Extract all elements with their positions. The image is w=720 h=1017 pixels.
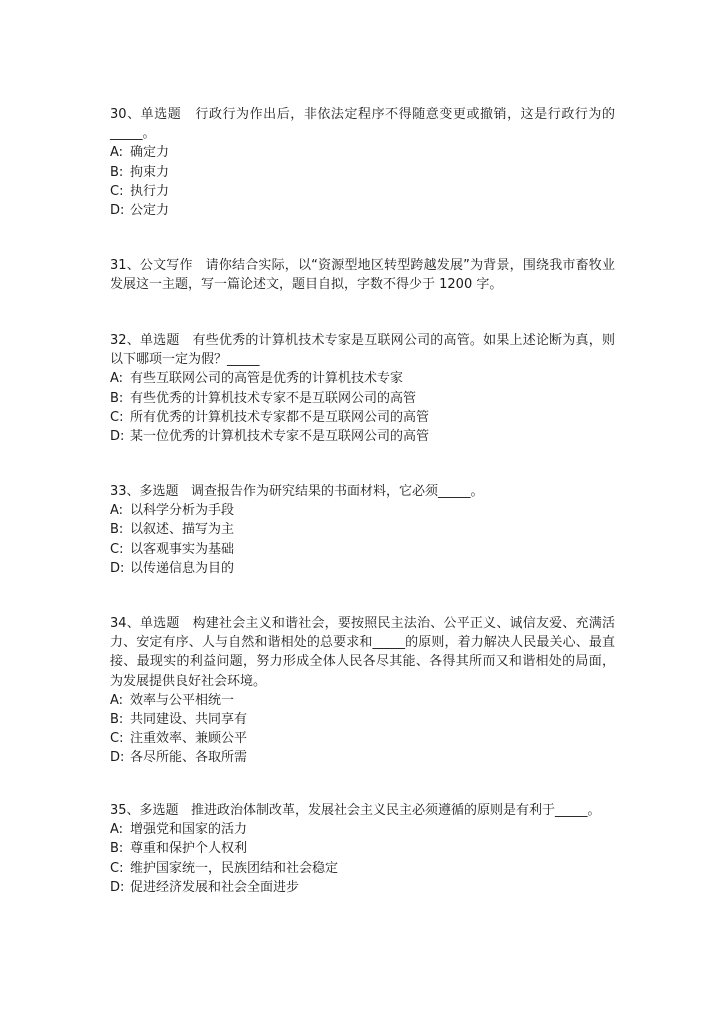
question-type: 单选题 <box>139 616 180 631</box>
question-stem <box>110 105 615 143</box>
option-b: B: 尊重和保护个人权利 <box>110 841 248 857</box>
question-stem <box>110 801 615 820</box>
question-number: 32、 <box>110 333 140 348</box>
question-stem <box>110 614 615 691</box>
option-d: D: 以传递信息为目的 <box>110 560 235 576</box>
options-list <box>110 369 615 446</box>
question-type: 多选题 <box>139 803 179 818</box>
question-type: 单选题 <box>139 333 180 348</box>
question-32 <box>110 331 615 446</box>
option-c: C: 执行力 <box>110 183 170 199</box>
question-number: 31、 <box>110 258 140 273</box>
question-stem <box>110 256 615 294</box>
option-a: A: 效率与公平相统一 <box>110 692 235 708</box>
question-number: 33、 <box>110 484 140 499</box>
option-b: B: 以叙述、描写为主 <box>110 522 235 538</box>
option-a: A: 以科学分析为手段 <box>110 503 235 519</box>
options-list <box>110 143 615 220</box>
option-b: B: 有些优秀的计算机技术专家不是互联网公司的高管 <box>110 390 417 406</box>
question-34 <box>110 614 615 768</box>
question-stem <box>110 331 615 369</box>
question-stem <box>110 482 615 501</box>
question-text: 调查报告作为研究结果的书面材料，它必须_____。 <box>190 484 484 499</box>
option-d: D: 某一位优秀的计算机技术专家不是互联网公司的高管 <box>110 429 430 445</box>
option-a: A: 增强党和国家的活力 <box>110 822 248 838</box>
question-number: 34、 <box>110 616 140 631</box>
question-33 <box>110 482 615 578</box>
question-text: 有些优秀的计算机技术专家是互联网公司的高管。如果上述论断为真，则以下哪项一定为假？_____ <box>110 333 615 368</box>
question-text: 推进政治体制改革，发展社会主义民主必须遵循的原则是有利于_____。 <box>190 803 601 818</box>
question-35 <box>110 801 615 897</box>
option-c: C: 所有优秀的计算机技术专家都不是互联网公司的高管 <box>110 409 430 425</box>
question-number: 30、 <box>110 107 141 122</box>
option-d: D: 各尽所能、各取所需 <box>110 750 248 766</box>
question-text: 构建社会主义和谐社会，要按照民主法治、公平正义、诚信友爱、充满活力、安定有序、人与自然和谐相处的总要求和_____的原则，着力解决人民最关心、最直接、最现实的利益问题，努力形成全体人民各尽其能、各得其所而又和谐相处的局面，为发展提供良好社会环境。 <box>110 616 615 689</box>
option-a: A: 确定力 <box>110 145 170 161</box>
option-d: D: 公定力 <box>110 203 170 219</box>
question-text: 请你结合实际，以“资源型地区转型跨越发展”为背景，围绕我市畜牧业发展这一主题，写一篇论述文，题目自拟，字数不得少于 1200 字。 <box>110 258 615 293</box>
question-text: 行政行为作出后，非依法定程序不得随意变更或撤销，这是行政行为的_____。 <box>110 107 615 142</box>
question-type: 公文写作 <box>139 258 193 273</box>
option-d: D: 促进经济发展和社会全面进步 <box>110 879 300 895</box>
option-b: B: 共同建设、共同享有 <box>110 712 248 728</box>
option-a: A: 有些互联网公司的高管是优秀的计算机技术专家 <box>110 371 404 387</box>
question-number: 35、 <box>110 803 140 818</box>
question-type: 多选题 <box>139 484 179 499</box>
option-b: B: 拘束力 <box>110 164 170 180</box>
option-c: C: 注重效率、兼顾公平 <box>110 731 248 747</box>
options-list <box>110 501 615 578</box>
question-31 <box>110 256 615 294</box>
question-30 <box>110 105 615 220</box>
options-list <box>110 691 615 768</box>
question-type: 单选题 <box>140 107 182 122</box>
options-list <box>110 820 615 897</box>
option-c: C: 以客观事实为基础 <box>110 541 235 557</box>
option-c: C: 维护国家统一，民族团结和社会稳定 <box>110 860 339 876</box>
